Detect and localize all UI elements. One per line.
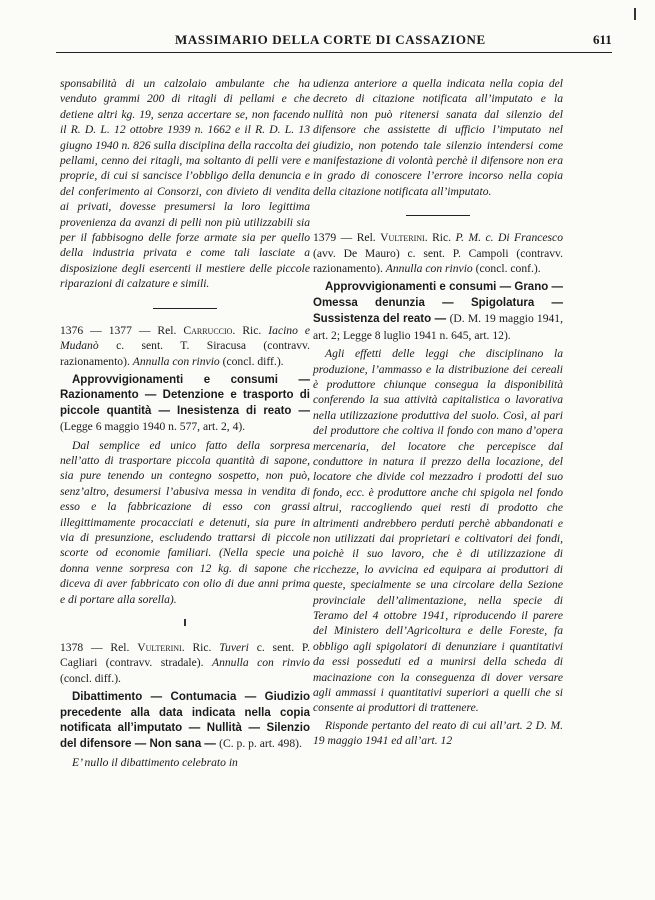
party-names: Tuveri: [219, 641, 249, 654]
section-divider: [406, 215, 470, 216]
section-tick: [184, 619, 186, 626]
header-rule: [56, 52, 612, 53]
reporter-name: Carruccio.: [183, 323, 236, 337]
legal-reference: (C. p. p. art. 498).: [219, 737, 302, 751]
running-title: MASSIMARIO DELLA CORTE DI CASSAZIONE: [175, 32, 486, 47]
continued-paragraph: sponsabilità di un calzolaio ambulante che ha venduto grammi 200 di ritagli di pellami e che detiene altri kg. 19, senza accertare se, non facendo il R. D. L. 12 ottobre 1939 n. 1662 e il R. D. L. 13 giugno 1940 n. 826 sulla disciplina della raccolta dei pellami, cenno dei ritagli, ma soltanto di pelli vere e proprie, di cui si sancisce l’obbligo della denuncia e del conferimento ai Consorzi, con divieto di vendita ai privati, dovesse presumersi la loro legittima provenienza da avanzi di pelli non più utilizzabili sia per il fabbisogno delle forze armate sia per quello della industria privata e come tali lasciate a disposizione degli esercenti il mestiere delle piccole riparazioni di calzature e simili.: [60, 77, 310, 291]
case-outcome: Annulla con rinvio: [132, 354, 220, 368]
page-number: 611: [593, 32, 612, 47]
reporter-name: Vulterini.: [137, 641, 185, 654]
case-summary-1379-cont: Risponde pertanto del reato di cui all’art. 2 D. M. 19 maggio 1941 ed all’art. 12: [313, 718, 563, 748]
reporter-name: Vulterini.: [380, 231, 428, 245]
case-outcome: Annulla con rinvio: [211, 656, 310, 670]
case-subject-1378: Dibattimento — Contumacia — Giudizio precedente alla data indicata nella copia notificata all’imputato — Nullità — Silenzio del difensore — Non sana — (C. p. p. art. 498).: [60, 691, 310, 751]
case-citation-1378: 1378 — Rel. Vulterini. Ric. Tuveri c. sent. P. Cagliari (contravv. stradale). Annulla con rinvio (concl. diff.).: [60, 641, 310, 685]
legal-reference: (Legge 6 maggio 1940 n. 577, art. 2, 4).: [60, 420, 246, 434]
case-subject-1376: Approvvigionamenti e consumi — Razionamento — Detenzione e trasporto di piccole quantità — Inesistenza di reato — (Legge 6 maggio 1940 n. 577, art. 2, 4).: [60, 373, 310, 434]
page-header: [0, 28, 655, 52]
party-names: Iacino e Mudanò: [60, 323, 311, 353]
case-summary-1379: Agli effetti delle leggi che disciplinano la produzione, l’ammasso e la distribuzione dei cereali è produttore chiunque consegua la disponibilità conferendo la sua attività capitalistica o lavorativa nella utilizzazione produttiva del suolo. Così, al pari del produttore che coltiva il fondo con mano d’opera mercenaria, del locatore che percepisce dal conduttore in natura il prezzo della locazione, del locatore che divide col mezzadro i prodotti del suo fondo, ecc. è produttore anche chi spigola nel fondo altrui, raccogliendo quei resti di prodotto che altrimenti andrebbero perduti perchè abbandonati e non utilizzati dai proprietari e coltivatori dei fondi, poichè il suo lavoro, che è di utilizzazione di ricchezze, lo avvicina ed equipara ai produttori di queste, specialmente se una circolare della Sezione provinciale dell’alimentazione, nella specie di Teramo del 4 ottobre 1941, riproducendo il parere del Ministero dell’Agricoltura e delle Foreste, fa obbligo agli spigolatori di denunziare i quantitativi da essi posseduti ed a munirsi della scheda di macinazione con la conseguenza di dover versare agli ammassi i quantitativi superiori a quelli che si consente ai produttori di trattenere.: [313, 347, 563, 715]
left-column: [60, 76, 310, 772]
continued-paragraph-right: udienza anteriore a quella indicata nella copia del decreto di citazione notificata all’imputato e la nullità non può ritenersi sanata dal silenzio del difensore che assistette di ufficio l’imputato nel giudizio, non potendo tale silenzio intendersi come manifestazione di volontà perchè il difensore non era in grado di conoscere l’errore incorso nella copia della citazione notificata all’imputato.: [313, 77, 563, 198]
party-names: P. M. c. Di Francesco: [455, 231, 563, 245]
case-subject-1379: Approvvigionamenti e consumi — Grano — Omessa denunzia — Spigolatura — Sussistenza del reato — (D. M. 19 maggio 1941, art. 2; Legge 8 luglio 1941 n. 645, art. 12).: [313, 281, 564, 342]
case-citation-1379: 1379 — Rel. Vulterini. Ric. P. M. c. Di Francesco (avv. De Mauro) c. sent. P. Campoli (contravv. razionamento). Annulla con rinvio (concl. conf.).: [313, 231, 563, 276]
case-outcome: Annulla con rinvio: [385, 262, 473, 276]
section-divider: [153, 308, 217, 309]
scan-mark: [634, 8, 636, 20]
case-summary-1376: Dal semplice ed unico fatto della sorpresa nell’atto di trasportare piccola quantità di sapone, sia pure tenendo un contegno sospetto, non può, senz’altro, desumersi l’abusiva messa in vendita di esso e la fabbricazione di esso con grassi illegittimamente procacciati e detenuti, sia pure in via di presunzione, escludendo trattarsi di piccole scorte od economie familiari. (Nella specie una donna venne sorpresa con 12 kg. di sapone che diceva di aver fabbricato con olio di due anni prima e di portare alla sorella).: [60, 438, 310, 606]
right-column: [313, 76, 563, 751]
case-summary-1378-start: E’ nullo il dibattimento celebrato in: [72, 755, 238, 769]
legal-reference: (D. M. 19 maggio 1941, art. 2; Legge 8 luglio 1941 n. 645, art. 12).: [313, 312, 564, 342]
case-citation-1376: 1376 — 1377 — Rel. Carruccio. Ric. Iacino e Mudanò c. sent. T. Siracusa (contravv. razionamento). Annulla con rinvio (concl. diff.).: [60, 323, 311, 368]
